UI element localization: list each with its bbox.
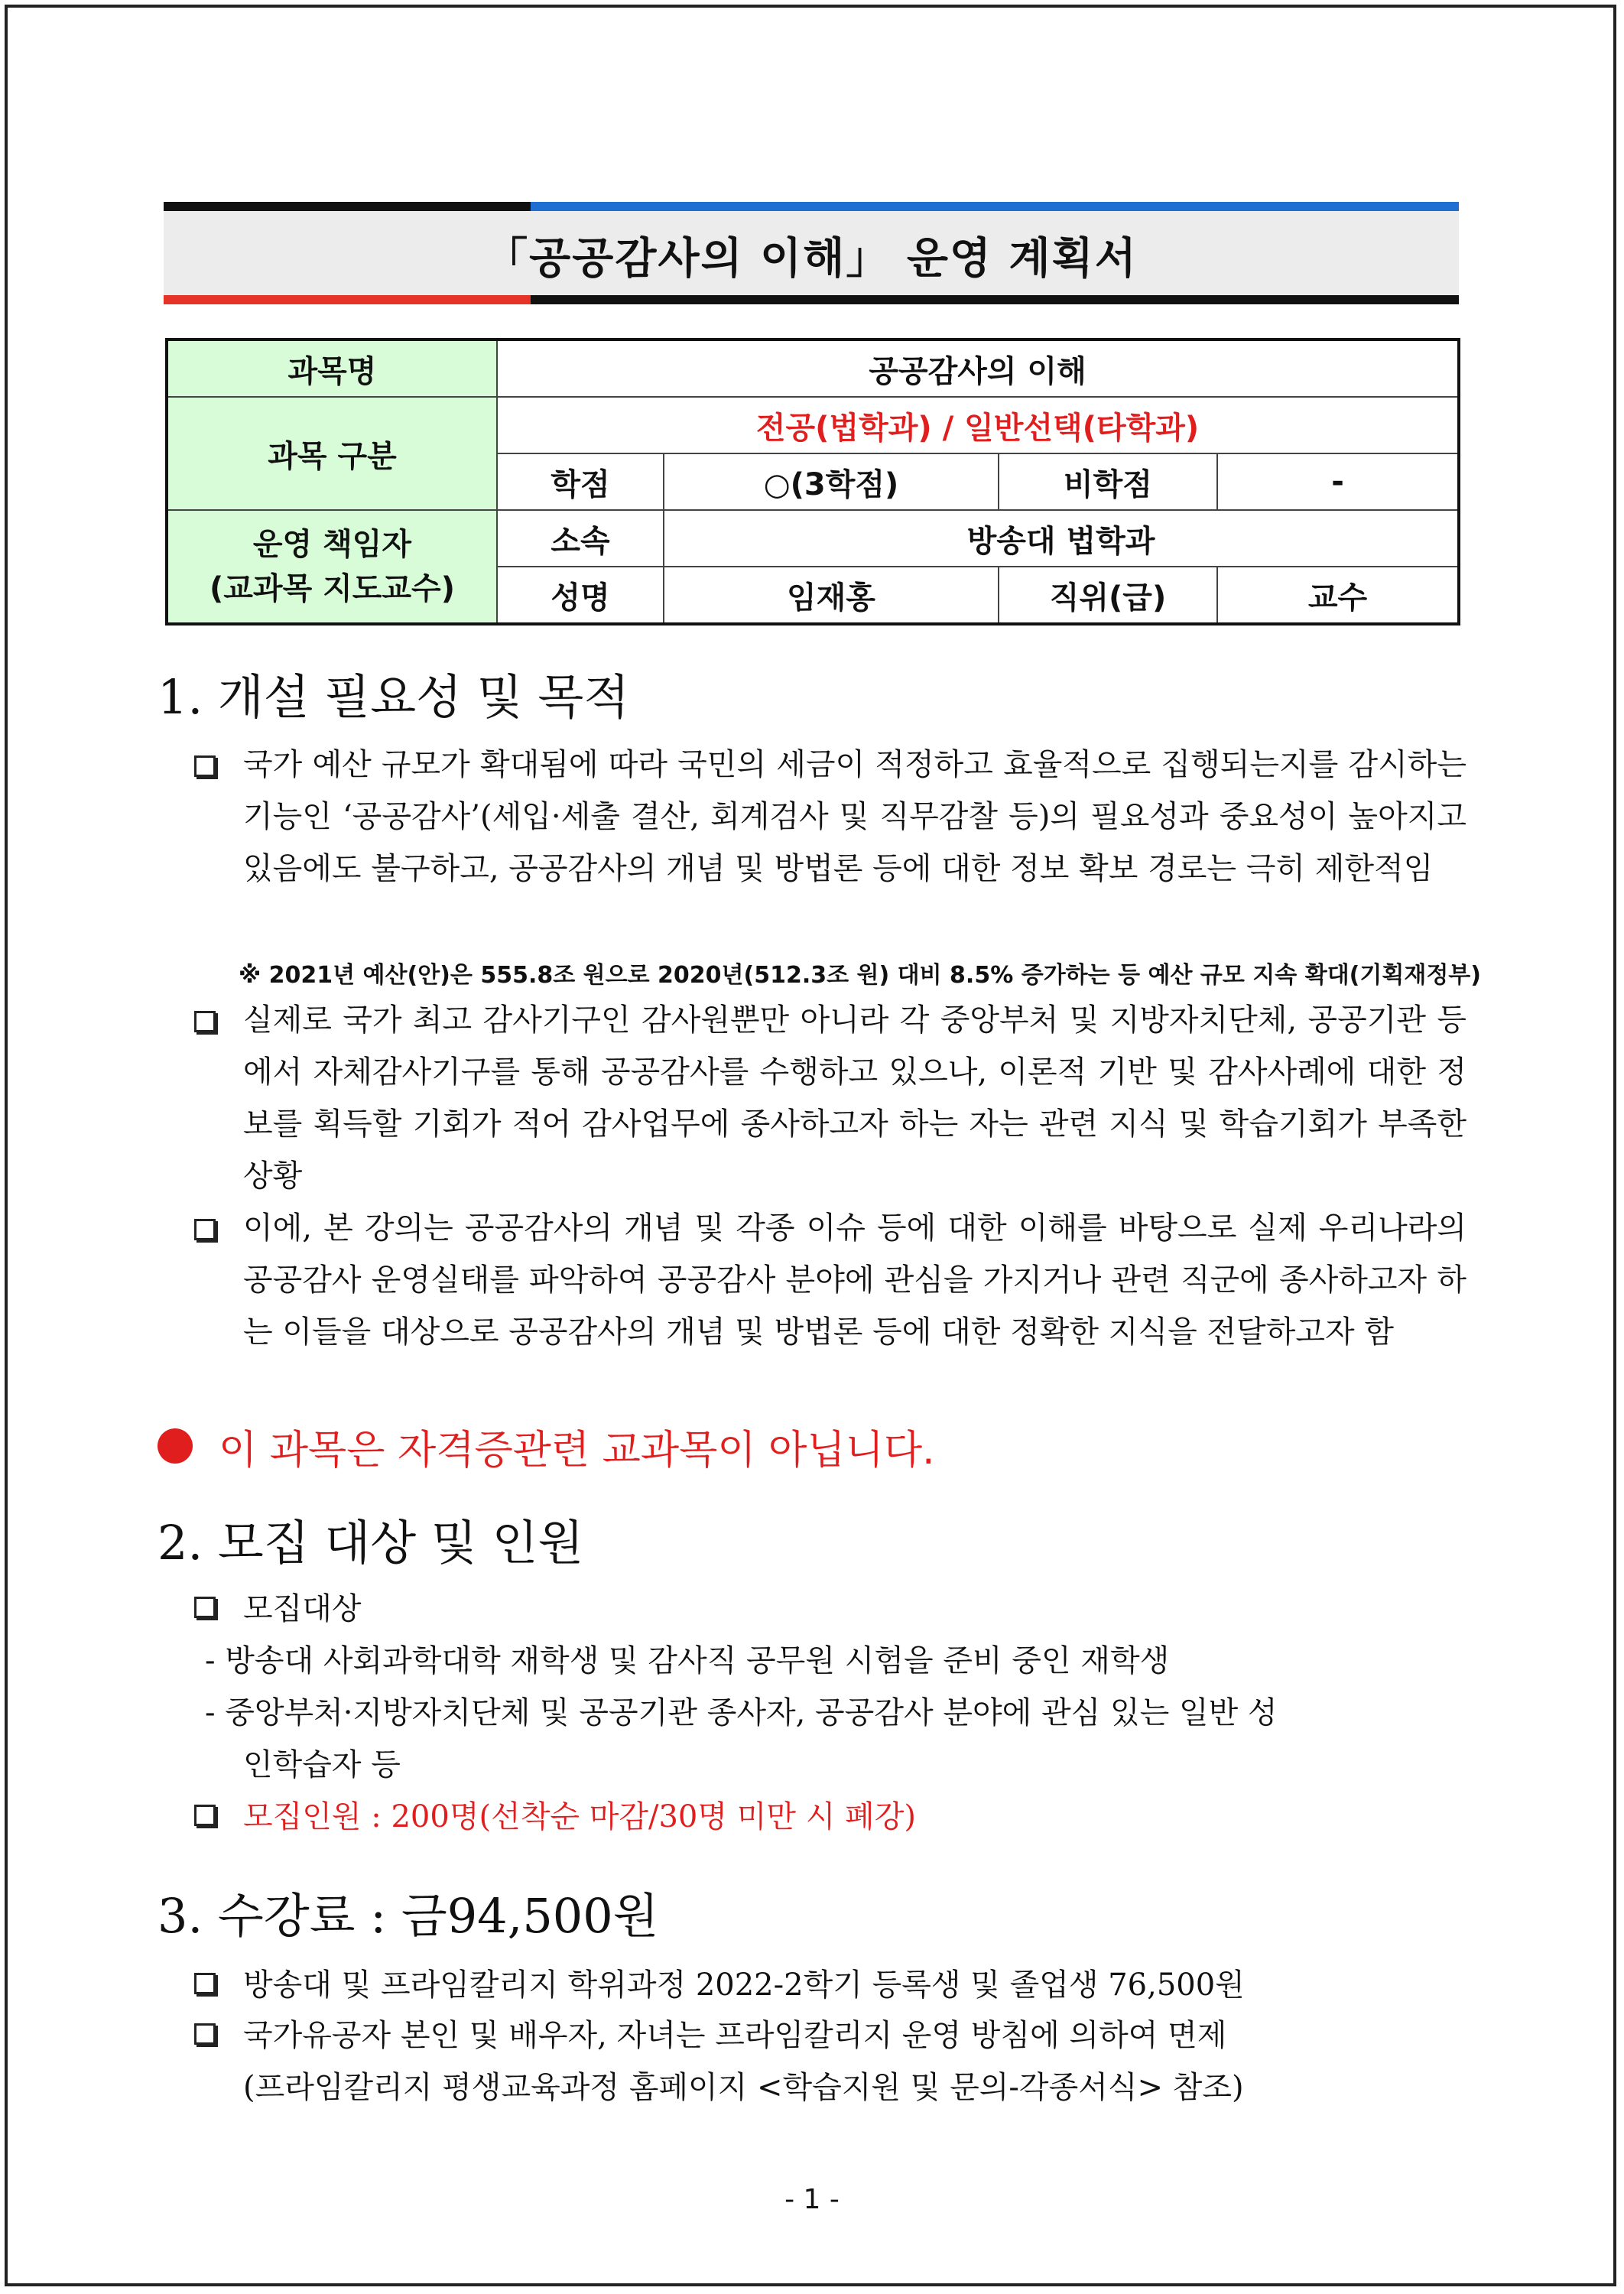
subject-value: 공공감사의 이해 (497, 340, 1459, 397)
section-1-heading: 1. 개설 필요성 및 목적 (158, 669, 630, 725)
checkbox-bullet-icon (194, 755, 216, 777)
section-2-heading: 2. 모집 대상 및 인원 (158, 1515, 584, 1571)
checkbox-bullet-icon (194, 2023, 216, 2045)
checkbox-bullet-icon (194, 1011, 216, 1032)
section-1-paragraph: 이에, 본 강의는 공공감사의 개념 및 각종 이슈 등에 대한 이해를 바탕으로 실제 우리나라의 공공감사 운영실태를 파악하여 공공감사 분야에 관심을 가지거나 관련 직군에 종사하고자 하는 이들을 대상으로 공공감사의 개념 및 방법론 등에 대한 정확한 지식을 전달하고자 함 (243, 1210, 1466, 1350)
section-1-paragraph: 국가 예산 규모가 확대됨에 따라 국민의 세금이 적정하고 효율적으로 집행되는지를 감시하는 기능인 ‘공공감사’(세입·세출 결산, 회계검사 및 직무감찰 등)의 필요성과 중요성이 높아지고 있음에도 불구하고, 공공감사의 개념 및 방법론 등에 대한 정보 확보 경로는 극히 제한적임 (243, 747, 1466, 886)
position-label: 직위(급) (999, 567, 1217, 624)
noncredit-value: - (1217, 453, 1459, 510)
manager-label (167, 510, 497, 624)
affiliation-value: 방송대 법학과 (664, 510, 1459, 567)
section-1-paragraph: 실제로 국가 최고 감사기구인 감사원뿐만 아니라 각 중앙부처 및 지방자치단체, 공공기관 등에서 자체감사기구를 통해 공공감사를 수행하고 있으나, 이론적 기반 및 감사사례에 대한 정보를 획득할 기회가 적어 감사업무에 종사하고자 하는 자는 관련 지식 및 학습기회가 부족한 상황 (243, 1002, 1466, 1194)
category-value: 전공(법학과) / 일반선택(타학과) (497, 397, 1459, 453)
fee-item: 방송대 및 프라임칼리지 학위과정 2022-2학기 등록생 및 졸업생 76,500원 (243, 1967, 1245, 2003)
affiliation-label: 소속 (497, 510, 664, 567)
credit-label: 학점 (497, 453, 664, 510)
banner-bar (531, 202, 1459, 211)
section-3-heading: 3. 수강료 : 금94,500원 (158, 1888, 659, 1944)
manager-label-line: 운영 책임자 (252, 527, 412, 562)
red-dot-icon (158, 1428, 193, 1464)
banner-bar (531, 295, 1459, 304)
certificate-notice: 이 과목은 자격증관련 교과목이 아닙니다. (219, 1428, 935, 1474)
name-value: 임재홍 (664, 567, 999, 624)
quota-text: 모집인원 : 200명(선착순 마감/30명 미만 시 폐강) (243, 1799, 916, 1834)
course-info-table (165, 338, 1460, 625)
banner-bar (164, 295, 531, 304)
position-value: 교수 (1217, 567, 1459, 624)
subject-label: 과목명 (167, 340, 497, 397)
checkbox-bullet-icon (194, 1805, 216, 1826)
checkbox-bullet-icon (194, 1973, 216, 1994)
checkbox-bullet-icon (194, 1597, 216, 1618)
target-item-continued: 인학습자 등 (243, 1747, 401, 1782)
title-banner (164, 202, 1459, 304)
fee-item: 국가유공자 본인 및 배우자, 자녀는 프라임칼리지 운영 방침에 의하여 면제 (243, 2018, 1227, 2053)
budget-note: ※ 2021년 예산(안)은 555.8조 원으로 2020년(512.3조 원) 대비 8.5% 증가하는 등 예산 규모 지속 확대(기획재정부) (239, 962, 1481, 989)
credit-value: ○(3학점) (664, 453, 999, 510)
page-number: - 1 - (784, 2184, 840, 2215)
checkbox-bullet-icon (194, 1219, 216, 1240)
manager-label-line: (교과목 지도교수) (209, 571, 455, 606)
fee-item-continued: (프라임칼리지 평생교육과정 홈페이지 <학습지원 및 문의-각종서식> 참조) (243, 2070, 1244, 2105)
target-item: - 방송대 사회과학대학 재학생 및 감사직 공무원 시험을 준비 중인 재학생 (205, 1643, 1170, 1678)
category-label: 과목 구분 (167, 397, 497, 510)
noncredit-label: 비학점 (999, 453, 1217, 510)
name-label: 성명 (497, 567, 664, 624)
banner-bar (164, 202, 531, 211)
target-item: - 중앙부처·지방자치단체 및 공공기관 종사자, 공공감사 분야에 관심 있는 일반 성 (205, 1695, 1278, 1730)
document-title: 「공공감사의 이해」 운영 계획서 (485, 234, 1138, 284)
target-label: 모집대상 (243, 1591, 362, 1626)
